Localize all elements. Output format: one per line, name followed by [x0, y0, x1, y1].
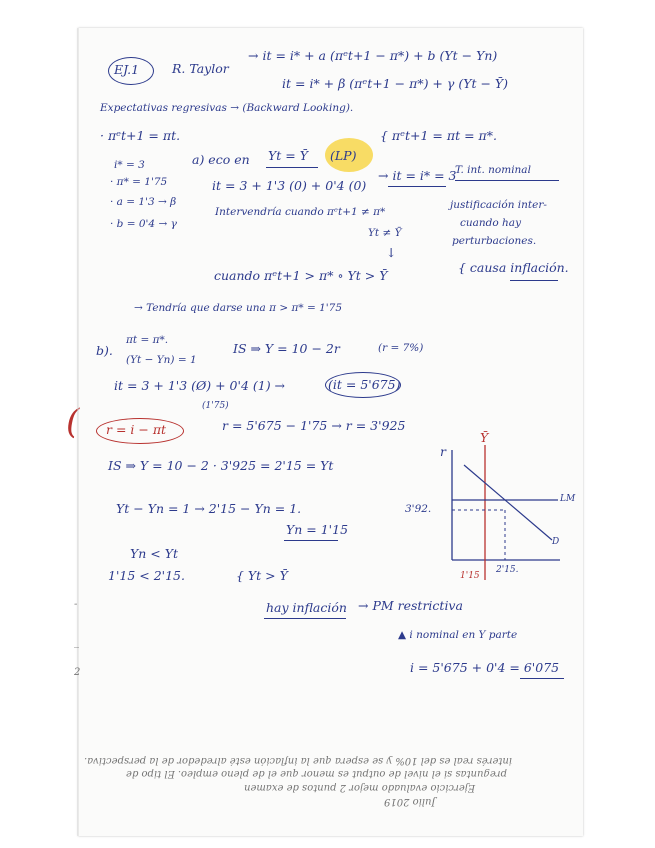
- part-b-cond-1: πt = π*.: [126, 334, 169, 346]
- param-i-star: i* = 3: [114, 159, 145, 171]
- part-a-lp: (LP): [330, 148, 357, 163]
- taylor-equation-2: it = i* + β (πᵉt+1 − π*) + γ (Yt − Ȳ): [282, 76, 509, 91]
- taylor-equation-1: → it = i* + a (πᵉt+1 − π*) + b (Yt − Yn): [248, 48, 498, 63]
- real-rate-calc: r = 5'675 − 1'75 → r = 3'925: [222, 418, 406, 433]
- when-condition: cuando πᵉt+1 > π* ∘ Yt > Ȳ: [214, 268, 388, 283]
- exercise-label: EJ.1: [114, 62, 140, 77]
- yn-result: Yn = 1'15: [286, 522, 349, 537]
- bleed-line-2: preguntas si el nivel de output es menor que el de pleno empleo. El tipo de: [126, 768, 507, 779]
- nominal-rate-note: T. int. nominal: [455, 164, 531, 176]
- conclusion: hay inflación: [266, 600, 347, 615]
- intervene-note-2: Yt ≠ Ȳ: [368, 227, 402, 239]
- intervene-note: Intervendría cuando πᵉt+1 ≠ π*: [215, 206, 386, 218]
- graph-x1-label: 1'15: [460, 571, 480, 581]
- bleed-line-1: Ejercicio evaluado mejor 2 puntos de examen: [244, 782, 476, 793]
- margin-mark-3: 2: [74, 667, 81, 678]
- bleed-line-3: interés real es del 10% y se espera que la inflación esté alrededor de la perspectiva.: [84, 755, 513, 766]
- taylor-rule-label: R. Taylor: [172, 61, 229, 76]
- compare-line-3: { Yt > Ȳ: [236, 568, 288, 583]
- param-b: · b = 0'4 → γ: [110, 218, 177, 230]
- down-arrow: ↓: [386, 245, 397, 260]
- param-a: · a = 1'3 → β: [110, 196, 177, 208]
- part-b-cond-2: (Yt − Yn) = 1: [126, 354, 197, 366]
- part-a-pi-equation: { πᵉt+1 = πt = π*.: [380, 128, 497, 143]
- graph-d-label: D: [552, 537, 560, 547]
- part-b-rate-result: (it = 5'675): [328, 377, 401, 392]
- part-a-label: a) eco en: [192, 152, 250, 167]
- real-rate-bracket: (: [66, 402, 80, 442]
- part-b-r-note: (r = 7%): [378, 342, 424, 354]
- justify-line-3: perturbaciones.: [452, 235, 537, 247]
- is-calc: IS ⇒ Y = 10 − 2 · 3'925 = 2'15 = Yt: [108, 458, 334, 473]
- part-b-substitution-note: (1'75): [202, 401, 229, 411]
- margin-mark-1: -: [74, 599, 78, 610]
- compare-line-1: Yn < Yt: [130, 546, 178, 561]
- graph-ybar-label: Ȳ: [480, 430, 489, 445]
- graph-r-label: r: [440, 444, 446, 459]
- part-a-rate-equation: it = 3 + 1'3 (0) + 0'4 (0): [212, 178, 367, 193]
- part-a-lp-equation: Yt = Ȳ: [268, 148, 308, 163]
- expectations-note: Expectativas regresivas → (Backward Looking).: [100, 102, 354, 114]
- policy: → PM restrictiva: [358, 598, 463, 613]
- part-b-label: b).: [96, 343, 113, 358]
- graph-demand-curve: [464, 465, 552, 540]
- compare-line-2: 1'15 < 2'15.: [108, 568, 185, 583]
- cause-inflation: { causa inflación.: [458, 260, 569, 275]
- nominal-up-note: ▲ i nominal en Y parte: [398, 629, 518, 641]
- justify-line-2: cuando hay: [460, 217, 522, 229]
- part-b-is-equation: IS ⇒ Y = 10 − 2r: [233, 341, 340, 356]
- graph-x2-label: 2'15.: [496, 565, 519, 575]
- raise-note: → Tendría que darse una π > π* = 1'75: [134, 302, 343, 314]
- real-rate-definition: r = i − πt: [106, 422, 167, 437]
- graph-lm-label: LM: [560, 494, 576, 504]
- bleed-date: Julio 2019: [384, 796, 436, 807]
- part-a-rate-result: → it = i* = 3: [378, 168, 457, 183]
- expectations-equation: · πᵉt+1 = πt.: [100, 128, 181, 143]
- param-pi-star: · π* = 1'75: [110, 176, 168, 188]
- graph-r-value: 3'92.: [405, 503, 432, 515]
- final-nominal-rate: i = 5'675 + 0'4 = 6'075: [410, 660, 560, 675]
- justify-line-1: justificación inter-: [450, 199, 547, 211]
- margin-mark-2: ‾: [74, 647, 79, 658]
- output-gap-calc: Yt − Yn = 1 → 2'15 − Yn = 1.: [116, 501, 302, 516]
- part-b-rate-equation: it = 3 + 1'3 (Ø) + 0'4 (1) →: [114, 378, 286, 393]
